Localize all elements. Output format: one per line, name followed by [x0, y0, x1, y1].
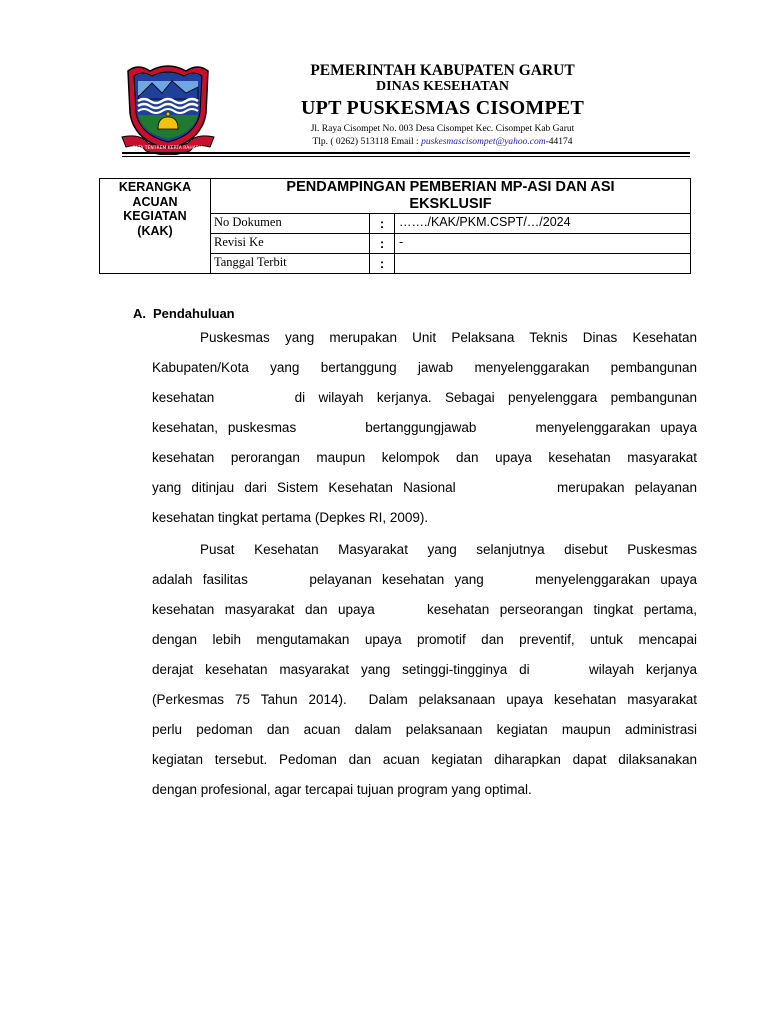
letterhead-rule-thick: [122, 152, 690, 154]
logo-ribbon-text: TATA TENTREM KERTA RAHARJA: [132, 146, 204, 151]
kak-label-line: (KAK): [137, 223, 173, 238]
paragraph-line: derajat kesehatan masyarakat yang setinggi-tingginya di wilayah kerjanya: [152, 662, 697, 677]
paragraph-line: Kabupaten/Kota yang bertanggung jawab menyelenggarakan pembangunan: [152, 360, 697, 375]
paragraph-line: kegiatan tersebut. Pedoman dan acuan kegiatan diharapkan dapat dilaksanakan: [152, 752, 697, 767]
paragraph-line: perlu pedoman dan acuan dalam pelaksanaan kegiatan maupun administrasi: [152, 722, 697, 737]
kak-row-separator: :: [370, 254, 395, 274]
paragraph-line: adalah fasilitas pelayanan kesehatan yang menyelenggarakan upaya: [152, 572, 697, 587]
kak-row-separator: :: [370, 234, 395, 254]
kak-row-value: [395, 254, 691, 274]
kak-label-line: KERANGKA: [118, 180, 192, 194]
kak-row-label: No Dokumen: [211, 214, 370, 234]
letterhead: [235, 62, 650, 149]
paragraph-line: Pusat Kesehatan Masyarakat yang selanjutnya disebut Puskesmas: [200, 542, 697, 557]
kak-row-label: Revisi Ke: [211, 234, 370, 254]
kak-title-line: EKSKLUSIF: [409, 196, 492, 212]
paragraph-line: yang ditinjau dari Sistem Kesehatan Nasional merupakan pelayanan: [152, 480, 697, 495]
kak-label-line: KEGIATAN: [123, 209, 187, 223]
paragraph-introduction-2: [152, 535, 697, 805]
letterhead-department: DINAS KESEHATAN: [376, 79, 509, 94]
section-heading: [133, 306, 235, 321]
paragraph-line: kesehatan perorangan maupun kelompok dan upaya kesehatan masyarakat: [152, 450, 697, 465]
garut-regency-logo: [120, 63, 216, 155]
kak-title-cell: [211, 179, 691, 214]
kak-row-value: ……./KAK/PKM.CSPT/…/2024: [395, 214, 691, 234]
paragraph-line: kesehatan tingkat pertama (Depkes RI, 2009).: [152, 510, 429, 525]
letterhead-government: PEMERINTAH KABUPATEN GARUT: [310, 62, 575, 79]
phone-suffix: -44174: [545, 137, 573, 147]
section-number: A.: [133, 306, 146, 321]
kak-label-cell: [100, 179, 211, 274]
paragraph-line: kesehatan, puskesmas bertanggungjawab menyelenggarakan upaya: [152, 420, 697, 435]
kak-title-line: PENDAMPINGAN PEMBERIAN MP-ASI DAN ASI: [286, 179, 615, 195]
email-link[interactable]: puskesmascisompet@yahoo.com: [421, 137, 546, 147]
letterhead-contact: [235, 136, 650, 149]
paragraph-line: kesehatan di wilayah kerjanya. Sebagai penyelenggara pembangunan: [152, 390, 697, 405]
kak-header-table: [99, 178, 691, 274]
section-title: Pendahuluan: [153, 306, 235, 321]
kak-row-separator: :: [370, 214, 395, 234]
paragraph-line: kesehatan masyarakat dan upaya kesehatan perseorangan tingkat pertama,: [152, 602, 697, 617]
letterhead-address: Jl. Raya Cisompet No. 003 Desa Cisompet Kec. Cisompet Kab Garut: [310, 124, 575, 134]
letterhead-institution: UPT PUSKESMAS CISOMPET: [301, 97, 584, 119]
kak-row-label: Tanggal Terbit: [211, 254, 370, 274]
kak-row-value: -: [395, 234, 691, 254]
kak-label-line: ACUAN: [132, 194, 178, 209]
paragraph-line: dengan lebih mengutamakan upaya promotif dan preventif, untuk mencapai: [152, 632, 697, 647]
paragraph-introduction-1: [152, 323, 697, 533]
paragraph-line: dengan profesional, agar tercapai tujuan program yang optimal.: [152, 782, 532, 797]
phone-prefix: Tlp. ( 0262) 513118 Email :: [312, 137, 422, 147]
paragraph-line: Puskesmas yang merupakan Unit Pelaksana Teknis Dinas Kesehatan: [200, 330, 697, 345]
paragraph-line: (Perkesmas 75 Tahun 2014). Dalam pelaksanaan upaya kesehatan masyarakat: [152, 692, 697, 707]
letterhead-rule-thin: [122, 156, 690, 157]
